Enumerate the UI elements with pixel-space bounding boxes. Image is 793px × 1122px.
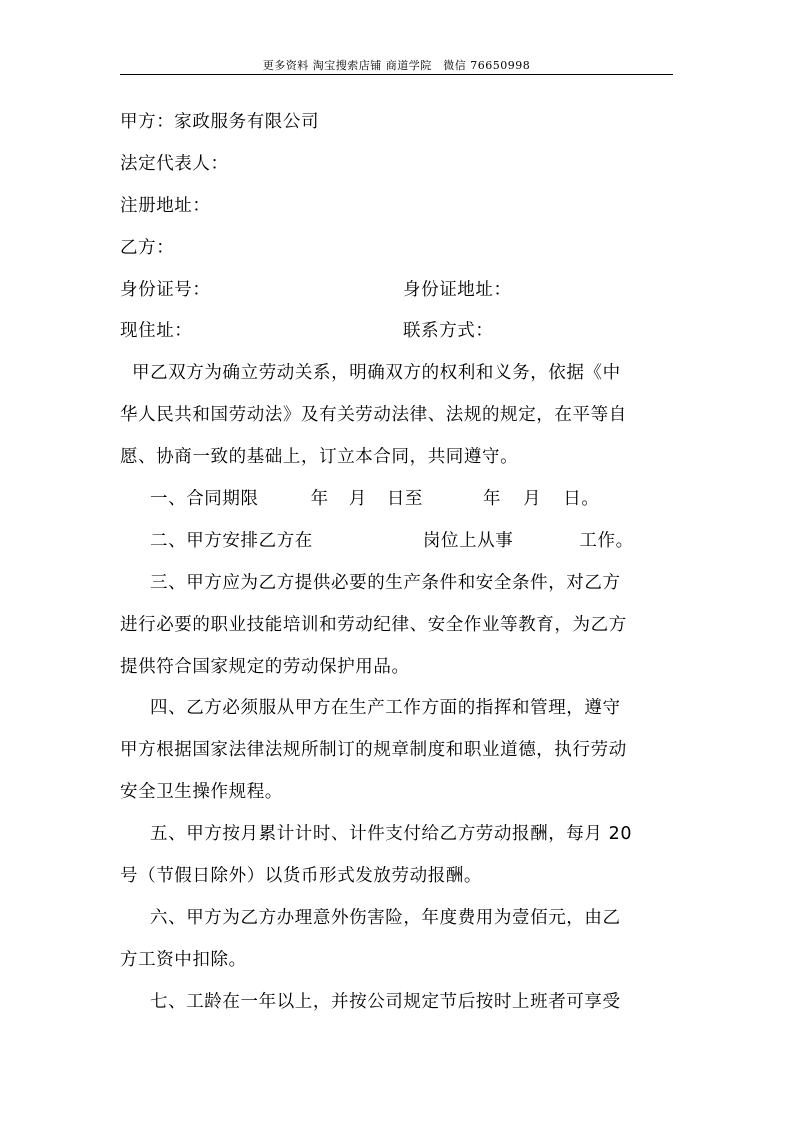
clause-5-line: 五、甲方按月累计计时、计件支付给乙方劳动报酬，每月 20	[150, 824, 633, 845]
clause-2-suffix: 工作。	[579, 530, 634, 551]
address-row	[120, 311, 676, 353]
clause-2-prefix: 二、甲方安排乙方在	[150, 530, 313, 551]
reg-address-line: 注册地址：	[120, 195, 211, 216]
clause-1-month-1: 月	[348, 489, 367, 510]
id-number-label: 身份证号：	[120, 279, 211, 300]
page-header: 更多资料 淘宝搜索店铺 商道学院 微信 76650998	[262, 59, 531, 72]
clause-2	[120, 521, 676, 563]
clause-1-year-2: 年	[483, 489, 502, 510]
clause-2-mid: 岗位上从事	[422, 530, 514, 551]
clause-6-line: 六、甲方为乙方办理意外伤害险，年度费用为壹佰元，由乙	[150, 907, 621, 928]
id-address-label: 身份证地址：	[403, 279, 512, 300]
contact-label: 联系方式：	[403, 321, 494, 342]
clause-1-day-1: 日至	[386, 489, 424, 510]
preamble-line: 愿、协商一致的基础上，订立本合同，共同遵守。	[120, 447, 519, 468]
party-b-line: 乙方：	[120, 237, 175, 258]
clause-5-line: 号（节假日除外）以货币形式发放劳动报酬。	[120, 866, 482, 887]
clause-4-line: 甲方根据国家法律法规所制订的规章制度和职业道德，执行劳动	[120, 740, 627, 761]
preamble-line: 甲乙双方为确立劳动关系，明确双方的权利和义务，依据《中	[132, 363, 621, 384]
clause-1-day-2: 日。	[563, 489, 600, 510]
clause-7-line: 七、工龄在一年以上，并按公司规定节后按时上班者可享受	[150, 991, 621, 1012]
id-row	[120, 270, 676, 312]
clause-4-line: 安全卫生操作规程。	[120, 782, 283, 803]
clause-3-line: 进行必要的职业技能培训和劳动纪律、安全作业等教育，为乙方	[120, 614, 627, 635]
preamble-line: 华人民共和国劳动法》及有关劳动法律、法规的规定，在平等自	[120, 405, 627, 426]
clause-1-prefix: 一、合同期限	[150, 489, 259, 510]
clause-3-line: 提供符合国家规定的劳动保护用品。	[120, 656, 410, 677]
clause-1	[120, 479, 676, 521]
legal-rep-line: 法定代表人：	[120, 153, 229, 174]
header-rule	[120, 74, 673, 75]
contract-body	[120, 102, 676, 1024]
clause-6-line: 方工资中扣除。	[120, 949, 247, 970]
current-address-label: 现住址：	[120, 321, 193, 342]
clause-3-line: 三、甲方应为乙方提供必要的生产条件和安全条件，对乙方	[150, 572, 621, 593]
party-a-line: 甲方：家政服务有限公司	[120, 112, 320, 132]
clause-1-month-2: 月	[523, 489, 542, 510]
clause-1-year-1: 年	[310, 489, 329, 510]
clause-4-line: 四、乙方必须服从甲方在生产工作方面的指挥和管理，遵守	[150, 698, 621, 719]
